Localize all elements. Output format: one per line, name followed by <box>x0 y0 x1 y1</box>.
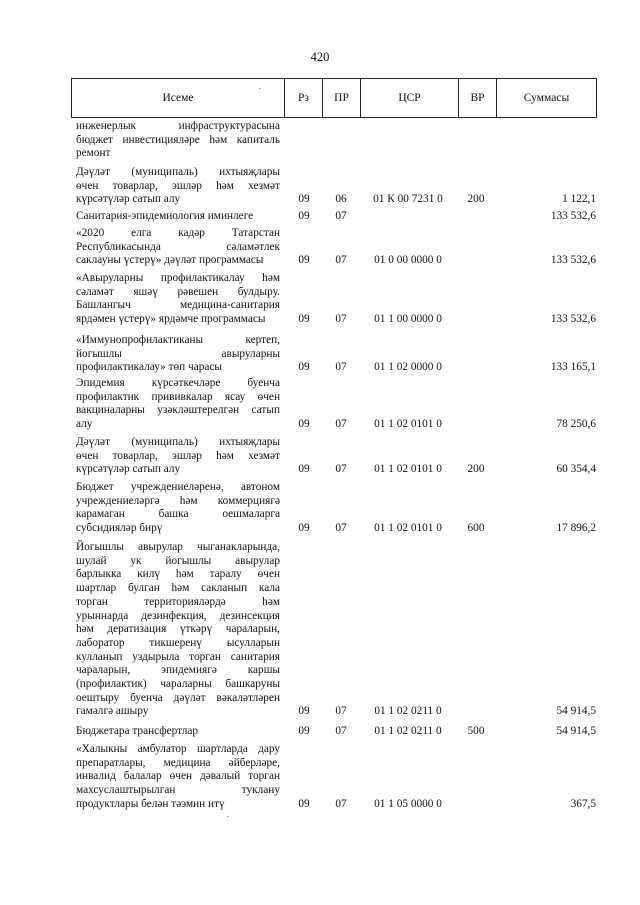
row-name-line: субсидияләр бирү <box>76 522 163 535</box>
scan-dot: · <box>226 812 230 823</box>
cell-sum: 133 532,6 <box>550 254 596 267</box>
row-name <box>76 210 280 224</box>
scan-dot: · <box>258 84 262 95</box>
cell-csr: 01 К 00 7231 0 <box>373 193 443 206</box>
cell-rz: 09 <box>298 725 310 737</box>
cell-pr: 07 <box>335 522 347 535</box>
table-header <box>71 78 597 118</box>
row-name-line: барлыкка килү һәм таралу өчен <box>76 568 280 581</box>
cell-pr: 07 <box>335 361 347 374</box>
row-name-line: Бюджетара трансфертлар <box>76 725 199 737</box>
row-name-line: инженерлык инфраструктурасына <box>76 120 280 132</box>
row-name-line: оештыру буенча дәүләт вәкаләтләрен <box>76 691 280 704</box>
header-name: Исеме <box>162 92 194 104</box>
row-name-line: лаборатор тикшеренү ысулларын <box>76 636 280 649</box>
row-name-line: йогышлы авыруларны <box>76 347 280 360</box>
row-name-line: «Халыкны амбулатор шартларда дару <box>76 743 280 755</box>
row-name <box>76 541 280 719</box>
cell-vr: 200 <box>467 193 485 206</box>
cell-rz: 09 <box>298 254 310 267</box>
cell-pr: 07 <box>335 254 347 267</box>
cell-rz: 09 <box>298 193 310 206</box>
row-name-line: чараларын, эпидемиягә каршы <box>76 664 280 677</box>
row-name-line: сәламәт яшәү рәвешен булдыру. <box>76 285 280 298</box>
cell-rz: 09 <box>298 418 310 431</box>
row-name-line: «2020 елга кадәр Татарстан <box>76 227 280 239</box>
row-name <box>76 436 280 477</box>
cell-csr: 01 0 00 0000 0 <box>374 254 442 267</box>
row-name-line: урыннарда дезинфекция, дезинсекция <box>76 609 280 622</box>
cell-sum: 78 250,6 <box>556 418 596 431</box>
cell-csr: 01 1 02 0211 0 <box>374 725 442 737</box>
row-name-line: Санитария-эпидемиология иминлеге <box>76 210 254 222</box>
row-name-line: Башлангыч медицина-санитария <box>76 299 280 312</box>
row-name-line: Бюджет учреждениеләренә, автоном <box>76 481 280 493</box>
row-name-line: инвалид балалар өчен дәвалый торган <box>76 770 280 783</box>
cell-sum: 54 914,5 <box>556 705 596 718</box>
row-name <box>76 120 280 161</box>
row-name-line: препаратлары, медицина әйберләре, <box>76 756 280 769</box>
row-name-line: карамаган башка оешмаларга <box>76 508 280 521</box>
row-name <box>76 227 280 268</box>
cell-vr: 200 <box>467 463 485 476</box>
cell-pr: 07 <box>335 418 347 431</box>
cell-csr: 01 1 05 0000 0 <box>374 797 442 810</box>
row-name-line: гамәлгә ашыру <box>76 705 149 718</box>
cell-sum: 133 532,6 <box>550 210 596 222</box>
row-name <box>76 481 280 536</box>
cell-sum: 133 165,1 <box>550 361 596 374</box>
cell-sum: 1 122,1 <box>562 193 596 206</box>
cell-pr: 07 <box>335 210 347 222</box>
row-name-line: профилактик прививкалар ясау өчен <box>76 390 280 403</box>
cell-rz: 09 <box>298 522 310 535</box>
cell-rz: 09 <box>298 361 310 374</box>
cell-sum: 60 354,4 <box>556 463 596 476</box>
row-name-line: саклауны үстерү» дәүләт программасы <box>76 254 264 267</box>
row-name-line: профилактикалау» төп чарасы <box>76 361 223 374</box>
header-pr: ПР <box>322 79 360 117</box>
row-name-line: Дәүләт (муниципаль) ихтыяҗлары <box>76 166 280 178</box>
row-name-line: кулланып уздырыла торган санитария <box>76 650 280 663</box>
row-name-line: Республикасында сәламәтлек <box>76 240 280 253</box>
cell-csr: 01 1 02 0211 0 <box>374 705 442 718</box>
row-name <box>76 334 280 375</box>
row-name <box>76 272 280 327</box>
cell-sum: 54 914,5 <box>556 725 596 737</box>
header-vr: ВР <box>458 79 496 117</box>
row-name-line: (профилактик) чараларны башкаруны <box>76 678 280 691</box>
row-name-line: Йогышлы авырулар чыганакларында, <box>76 541 280 553</box>
row-name <box>76 377 280 432</box>
row-name-line: Эпидемия күрсәткечләре буенча <box>76 377 280 389</box>
row-name-line: учреждениеләргә һәм коммерциягә <box>76 494 280 507</box>
cell-rz: 09 <box>298 210 310 222</box>
page-number: 420 <box>310 50 330 64</box>
row-name-line: ярдәмен үстерү» ярдәмче программасы <box>76 313 266 326</box>
row-name-line: Дәүләт (муниципаль) ихтыяҗлары <box>76 436 280 448</box>
cell-pr: 07 <box>335 797 347 810</box>
row-name-line: бюджет инвестицияләре һәм капиталь <box>76 133 280 146</box>
cell-pr: 07 <box>335 313 347 326</box>
cell-pr: 07 <box>335 463 347 476</box>
cell-pr: 07 <box>335 705 347 718</box>
cell-sum: 17 896,2 <box>556 522 596 535</box>
cell-sum: 133 532,6 <box>550 313 596 326</box>
row-name <box>76 725 280 739</box>
cell-rz: 09 <box>298 797 310 810</box>
row-name-line: ремонт <box>76 147 111 160</box>
row-name-line: күрсәтүләр сатып алу <box>76 463 181 476</box>
cell-pr: 07 <box>335 725 347 737</box>
row-name-line: «Авыруларны профилактикалау һәм <box>76 272 280 284</box>
cell-csr: 01 1 02 0101 0 <box>374 418 442 431</box>
cell-vr: 500 <box>467 725 485 737</box>
header-sum: Суммасы <box>496 79 596 117</box>
row-name-line: һәм дератизация үткәрү чараларын, <box>76 623 280 636</box>
cell-rz: 09 <box>298 705 310 718</box>
row-name-line: вакциналарны узәкләштерелгән сатып <box>76 404 280 417</box>
row-name <box>76 743 280 812</box>
cell-csr: 01 1 02 0000 0 <box>374 361 442 374</box>
cell-rz: 09 <box>298 463 310 476</box>
row-name-line: өчен товарлар, эшләр һәм хезмәт <box>76 449 280 462</box>
row-name-line: продуктлары белән тәэмин итү <box>76 797 225 810</box>
cell-csr: 01 1 02 0101 0 <box>374 522 442 535</box>
row-name-line: алу <box>76 418 93 431</box>
row-name-line: «Иммунопрофилактиканы кертеп, <box>76 334 280 346</box>
row-name-line: шулай ук йогышлы авырулар <box>76 554 280 567</box>
row-name <box>76 166 280 207</box>
row-name-line: шартлар булган һәм сакланып кала <box>76 582 280 595</box>
cell-sum: 367,5 <box>570 797 596 810</box>
cell-csr: 01 1 00 0000 0 <box>374 313 442 326</box>
row-name-line: махсуслаштырылган туклану <box>76 784 280 797</box>
header-csr: ЦСР <box>360 79 458 117</box>
row-name-line: күрсәтүләр сатып алу <box>76 193 181 206</box>
row-name-line: өчен товарлар, эшләр һәм хезмәт <box>76 179 280 192</box>
row-name-line: торган территорияләрдә һәм <box>76 595 280 608</box>
header-rz: Рз <box>284 79 322 117</box>
cell-vr: 600 <box>467 522 485 535</box>
cell-pr: 06 <box>335 193 347 206</box>
cell-csr: 01 1 02 0101 0 <box>374 463 442 476</box>
cell-rz: 09 <box>298 313 310 326</box>
